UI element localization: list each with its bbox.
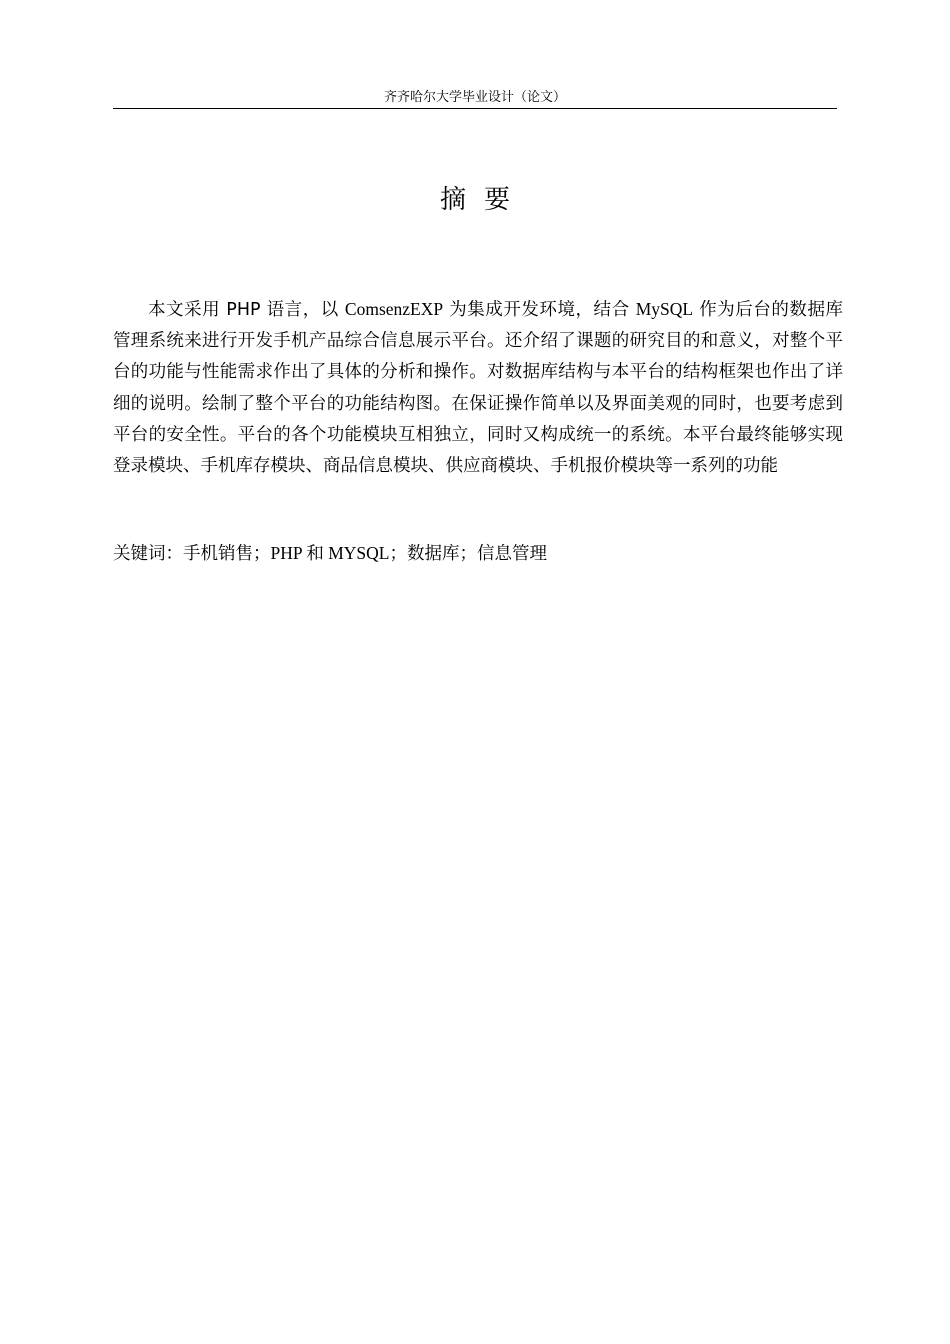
abstract-text-1: 本文采用 PHP 语言，以 xyxy=(148,300,345,320)
abstract-term-comsenzexp: ComsenzEXP xyxy=(344,299,444,319)
keywords-line xyxy=(113,538,843,570)
abstract-term-mysql: MySQL xyxy=(635,299,694,319)
keyword-1: 手机销售； xyxy=(183,544,271,564)
abstract-paragraph xyxy=(113,294,843,482)
running-header: 齐齐哈尔大学毕业设计（论文） xyxy=(383,90,566,105)
keyword-3: ；数据库；信息管理 xyxy=(389,544,547,564)
abstract-text-2: 为集成开发环境，结合 xyxy=(443,300,636,320)
abstract-title: 摘要 xyxy=(439,185,528,215)
keyword-2: PHP 和 MYSQL xyxy=(270,543,390,563)
keywords-label: 关键词： xyxy=(113,544,183,564)
abstract-text-3: 作为后台的数据库管理系统来进行开发手机产品综合信息展示平台。还介绍了课题的研究目的和意义，对整个平台的功能与性能需求作出了具体的分析和操作。对数据库结构与本平台的结构框架也作出了详细的说明。绘制了整个平台的功能结构图。在保证操作简单以及界面美观的同时，也要考虑到平台的安全性。平台的各个功能模块互相独立，同时又构成统一的系统。本平台最终能够实现登录模块、手机库存模块、商品信息模块、供应商模块、手机报价模块等一系列的功能 xyxy=(113,300,844,477)
header-rule xyxy=(113,108,837,109)
